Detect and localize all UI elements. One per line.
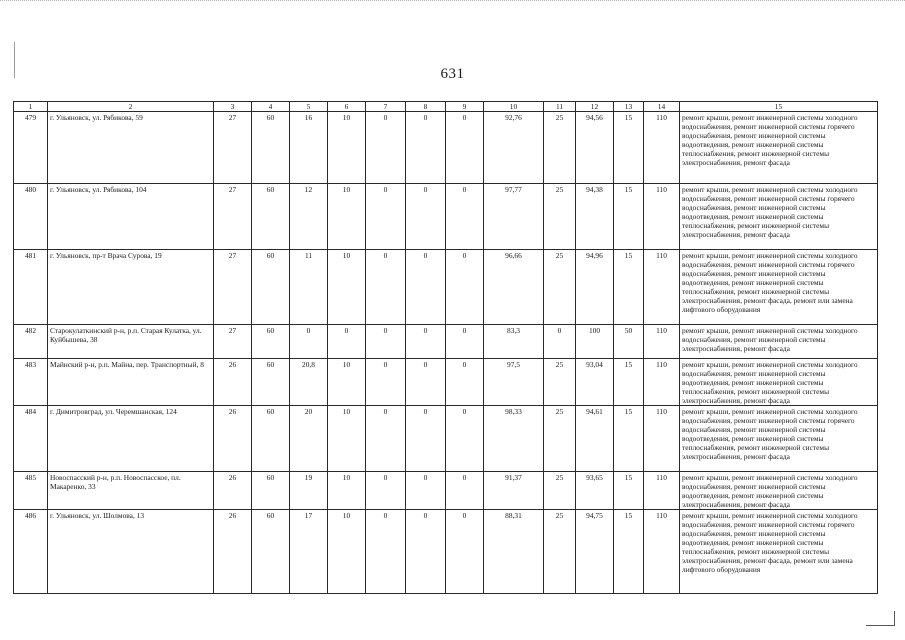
value-cell: 110 — [644, 184, 680, 250]
value-cell: 0 — [446, 510, 484, 594]
value-cell: 98,33 — [484, 406, 544, 472]
value-cell: 60 — [252, 510, 290, 594]
value-cell: 0 — [446, 325, 484, 359]
value-cell: 97,77 — [484, 184, 544, 250]
works-cell: ремонт крыши, ремонт инженерной системы холодного водоснабжения, ремонт инженерной системы горячего водоснабжения, ремонт инженерной системы водоотведения, ремонт инженерной системы теплоснабжения, ремонт инженерной системы электроснабжения, ремонт фасада — [680, 406, 878, 472]
value-cell: 94,56 — [576, 112, 614, 184]
value-cell: 0 — [446, 359, 484, 406]
value-cell: 10 — [328, 359, 366, 406]
value-cell: 26 — [214, 406, 252, 472]
header-cell: 6 — [328, 102, 366, 112]
address-cell: г. Димитровград, ул. Черемшанская, 124 — [48, 406, 214, 472]
address-cell: Старокулаткинский р-н, р.п. Старая Кулатка, ул. Куйбышева, 38 — [48, 325, 214, 359]
value-cell: 0 — [366, 359, 406, 406]
value-cell: 10 — [328, 472, 366, 510]
scan-corner-mark — [866, 611, 895, 626]
header-row — [14, 102, 878, 112]
value-cell: 12 — [290, 184, 328, 250]
value-cell: 15 — [614, 184, 644, 250]
value-cell: 110 — [644, 359, 680, 406]
value-cell: 60 — [252, 112, 290, 184]
value-cell: 27 — [214, 184, 252, 250]
value-cell: 97,5 — [484, 359, 544, 406]
value-cell: 20 — [290, 406, 328, 472]
value-cell: 94,38 — [576, 184, 614, 250]
table-row — [14, 325, 878, 359]
header-cell: 12 — [576, 102, 614, 112]
header-cell: 8 — [406, 102, 446, 112]
header-cell: 14 — [644, 102, 680, 112]
value-cell: 10 — [328, 406, 366, 472]
value-cell: 91,37 — [484, 472, 544, 510]
value-cell: 26 — [214, 510, 252, 594]
value-cell: 15 — [614, 406, 644, 472]
works-cell: ремонт крыши, ремонт инженерной системы холодного водоснабжения, ремонт инженерной системы водоотведения, ремонт инженерной системы теплоснабжения, ремонт инженерной системы электроснабжения, ремонт фасада — [680, 359, 878, 406]
value-cell: 26 — [214, 472, 252, 510]
value-cell: 0 — [366, 406, 406, 472]
value-cell: 60 — [252, 250, 290, 325]
page-number: 631 — [440, 66, 465, 82]
header-cell: 15 — [680, 102, 878, 112]
value-cell: 110 — [644, 250, 680, 325]
works-cell: ремонт крыши, ремонт инженерной системы холодного водоснабжения, ремонт инженерной системы горячего водоснабжения, ремонт инженерной системы водоотведения, ремонт инженерной системы теплоснабжения, ремонт инженерной системы электроснабжения, ремонт фасада, ремонт или замена лифтового оборудования — [680, 510, 878, 594]
row-number: 486 — [14, 510, 48, 594]
value-cell: 19 — [290, 472, 328, 510]
value-cell: 25 — [544, 510, 576, 594]
value-cell: 0 — [328, 325, 366, 359]
value-cell: 110 — [644, 406, 680, 472]
header-cell: 9 — [446, 102, 484, 112]
table-row — [14, 406, 878, 472]
address-cell: г. Ульяновск, ул. Рябикова, 104 — [48, 184, 214, 250]
value-cell: 0 — [406, 112, 446, 184]
value-cell: 0 — [446, 250, 484, 325]
value-cell: 15 — [614, 112, 644, 184]
row-number: 482 — [14, 325, 48, 359]
header-cell: 7 — [366, 102, 406, 112]
value-cell: 83,3 — [484, 325, 544, 359]
address-cell: г. Ульяновск, ул. Рябикова, 59 — [48, 112, 214, 184]
value-cell: 0 — [406, 472, 446, 510]
row-number: 485 — [14, 472, 48, 510]
value-cell: 94,96 — [576, 250, 614, 325]
value-cell: 15 — [614, 359, 644, 406]
value-cell: 25 — [544, 359, 576, 406]
value-cell: 0 — [544, 325, 576, 359]
address-cell: Новоспасский р-н, р.п. Новоспасское, пл. Макаренко, 33 — [48, 472, 214, 510]
address-cell: г. Ульяновск, ул. Шолмова, 13 — [48, 510, 214, 594]
works-cell: ремонт крыши, ремонт инженерной системы холодного водоснабжения, ремонт инженерной системы горячего водоснабжения, ремонт инженерной системы водоотведения, ремонт инженерной системы теплоснабжения, ремонт инженерной системы электроснабжения, ремонт фасада, ремонт или замена лифтового оборудования — [680, 250, 878, 325]
value-cell: 25 — [544, 112, 576, 184]
value-cell: 0 — [446, 406, 484, 472]
value-cell: 110 — [644, 510, 680, 594]
value-cell: 0 — [366, 112, 406, 184]
table-row — [14, 510, 878, 594]
value-cell: 20,8 — [290, 359, 328, 406]
header-cell: 10 — [484, 102, 544, 112]
value-cell: 92,76 — [484, 112, 544, 184]
value-cell: 0 — [366, 184, 406, 250]
header-cell: 5 — [290, 102, 328, 112]
value-cell: 0 — [290, 325, 328, 359]
table-row — [14, 472, 878, 510]
value-cell: 16 — [290, 112, 328, 184]
value-cell: 96,66 — [484, 250, 544, 325]
value-cell: 60 — [252, 325, 290, 359]
value-cell: 60 — [252, 472, 290, 510]
row-number: 484 — [14, 406, 48, 472]
value-cell: 25 — [544, 406, 576, 472]
value-cell: 93,65 — [576, 472, 614, 510]
value-cell: 100 — [576, 325, 614, 359]
value-cell: 0 — [406, 325, 446, 359]
value-cell: 27 — [214, 112, 252, 184]
header-cell: 4 — [252, 102, 290, 112]
value-cell: 17 — [290, 510, 328, 594]
value-cell: 11 — [290, 250, 328, 325]
works-cell: ремонт крыши, ремонт инженерной системы холодного водоснабжения, ремонт инженерной системы горячего водоснабжения, ремонт инженерной системы водоотведения, ремонт инженерной системы теплоснабжения, ремонт инженерной системы электроснабжения, ремонт фасада — [680, 112, 878, 184]
value-cell: 0 — [366, 325, 406, 359]
value-cell: 93,04 — [576, 359, 614, 406]
value-cell: 25 — [544, 250, 576, 325]
value-cell: 0 — [406, 406, 446, 472]
value-cell: 0 — [406, 510, 446, 594]
value-cell: 27 — [214, 325, 252, 359]
works-cell: ремонт крыши, ремонт инженерной системы холодного водоснабжения, ремонт инженерной системы электроснабжения, ремонт фасада — [680, 325, 878, 359]
row-number: 483 — [14, 359, 48, 406]
header-cell: 11 — [544, 102, 576, 112]
table-row — [14, 184, 878, 250]
value-cell: 60 — [252, 184, 290, 250]
value-cell: 27 — [214, 250, 252, 325]
value-cell: 15 — [614, 472, 644, 510]
value-cell: 110 — [644, 472, 680, 510]
scan-top-edge — [0, 0, 905, 13]
works-cell: ремонт крыши, ремонт инженерной системы холодного водоснабжения, ремонт инженерной системы водоотведения, ремонт инженерной системы электроснабжения, ремонт фасада — [680, 472, 878, 510]
value-cell: 0 — [446, 184, 484, 250]
data-table — [13, 101, 878, 594]
value-cell: 110 — [644, 325, 680, 359]
table-row — [14, 250, 878, 325]
value-cell: 10 — [328, 510, 366, 594]
value-cell: 25 — [544, 184, 576, 250]
address-cell: Майнский р-н, р.п. Майна, пер. Транспортный, 8 — [48, 359, 214, 406]
value-cell: 0 — [366, 250, 406, 325]
value-cell: 110 — [644, 112, 680, 184]
value-cell: 0 — [366, 510, 406, 594]
value-cell: 15 — [614, 250, 644, 325]
value-cell: 94,61 — [576, 406, 614, 472]
value-cell: 94,75 — [576, 510, 614, 594]
row-number: 481 — [14, 250, 48, 325]
value-cell: 0 — [366, 472, 406, 510]
value-cell: 10 — [328, 184, 366, 250]
header-cell: 2 — [48, 102, 214, 112]
value-cell: 88,31 — [484, 510, 544, 594]
value-cell: 0 — [406, 250, 446, 325]
value-cell: 0 — [406, 359, 446, 406]
value-cell: 26 — [214, 359, 252, 406]
table-row — [14, 112, 878, 184]
table-row — [14, 359, 878, 406]
value-cell: 15 — [614, 510, 644, 594]
row-number: 480 — [14, 184, 48, 250]
value-cell: 25 — [544, 472, 576, 510]
works-cell: ремонт крыши, ремонт инженерной системы холодного водоснабжения, ремонт инженерной системы горячего водоснабжения, ремонт инженерной системы водоотведения, ремонт инженерной системы теплоснабжения, ремонт инженерной системы электроснабжения, ремонт фасада — [680, 184, 878, 250]
header-cell: 1 — [14, 102, 48, 112]
value-cell: 0 — [446, 112, 484, 184]
value-cell: 60 — [252, 406, 290, 472]
row-number: 479 — [14, 112, 48, 184]
address-cell: г. Ульяновск, пр-т Врача Сурова, 19 — [48, 250, 214, 325]
value-cell: 60 — [252, 359, 290, 406]
value-cell: 0 — [406, 184, 446, 250]
value-cell: 50 — [614, 325, 644, 359]
header-cell: 13 — [614, 102, 644, 112]
header-cell: 3 — [214, 102, 252, 112]
value-cell: 10 — [328, 112, 366, 184]
value-cell: 10 — [328, 250, 366, 325]
value-cell: 0 — [446, 472, 484, 510]
